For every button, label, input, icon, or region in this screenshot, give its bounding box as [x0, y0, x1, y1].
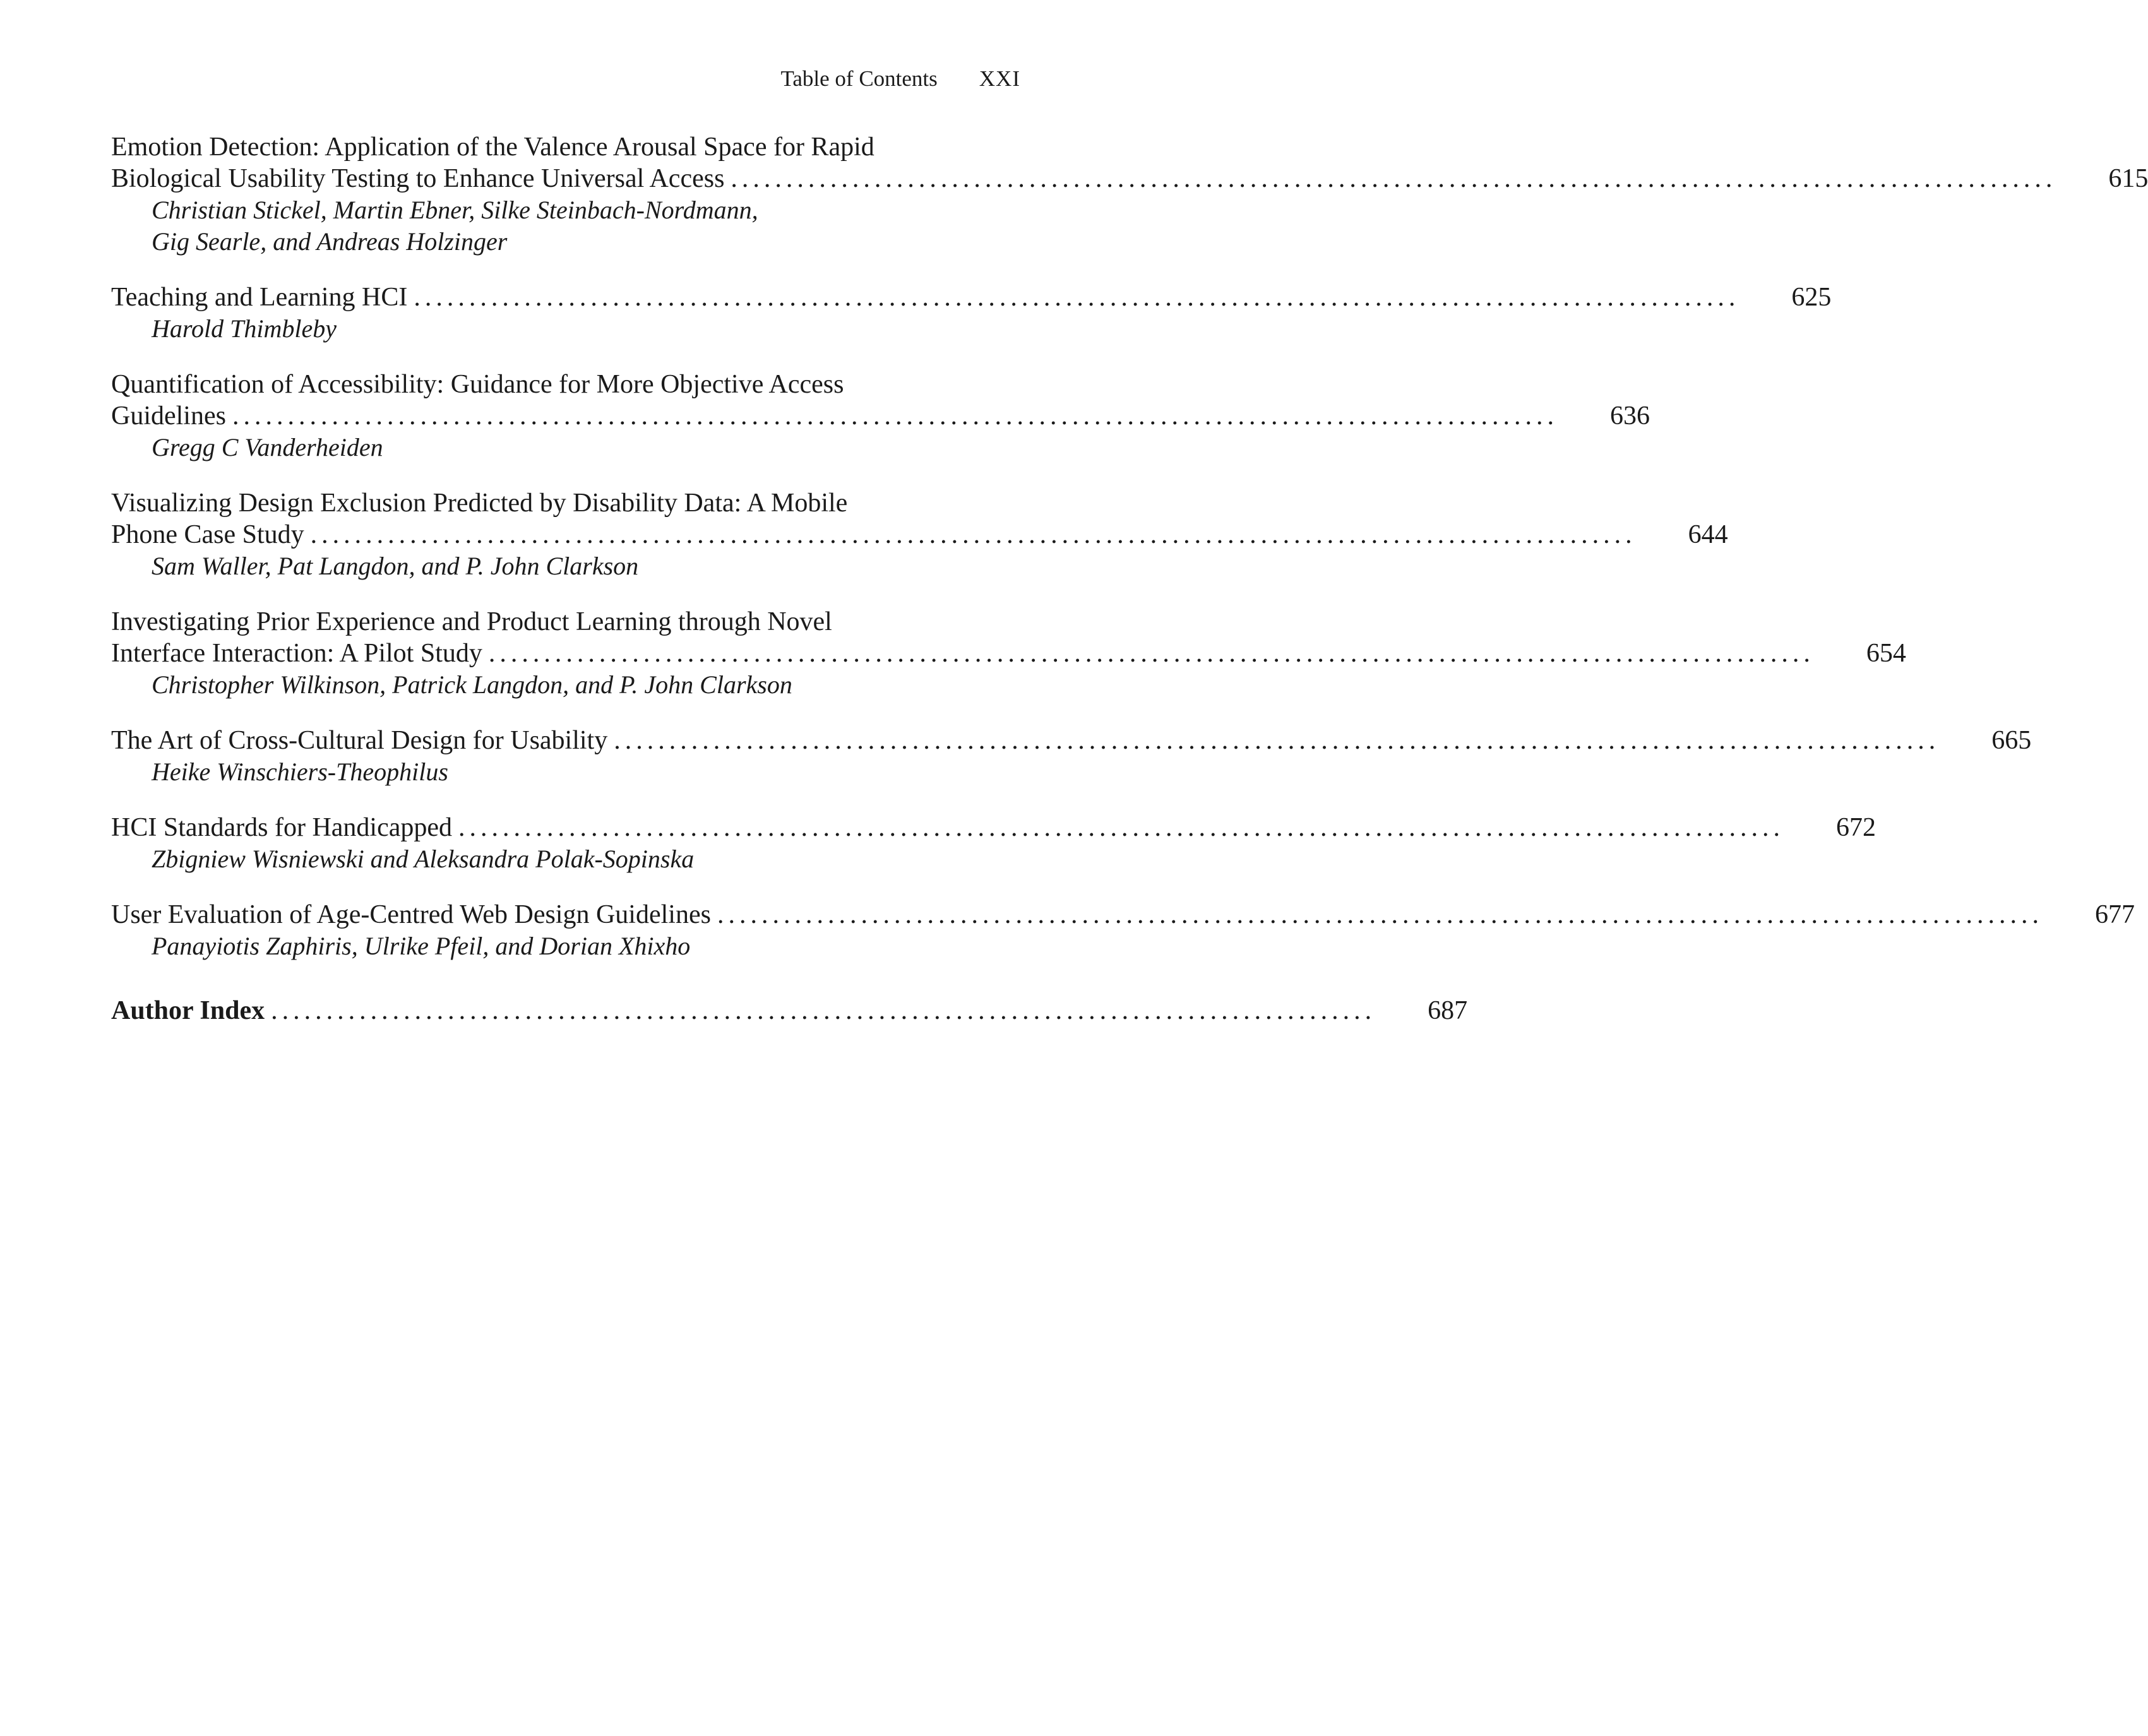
leader-dots: ........................................................................................................................	[488, 639, 1815, 668]
toc-entry[interactable]	[111, 369, 1650, 463]
entry-authors: Christian Stickel, Martin Ebner, Silke Steinbach-Nordmann,	[152, 196, 758, 224]
leader-dots: ........................................................................................................................	[414, 283, 1740, 312]
author-index-label: Author Index	[111, 996, 265, 1025]
entry-title-text: The Art of Cross-Cultural Design for Usability	[111, 726, 608, 755]
entry-title-text: HCI Standards for Handicapped	[111, 813, 453, 842]
entry-authors: Gregg C Vanderheiden	[152, 433, 383, 461]
entry-title-text: Guidelines	[111, 401, 226, 431]
entry-authors: Gig Searle, and Andreas Holzinger	[152, 227, 508, 256]
toc-entry[interactable]	[111, 812, 1877, 875]
entry-authors: Christopher Wilkinson, Patrick Langdon, and P. John Clarkson	[152, 670, 792, 699]
toc-entry[interactable]	[111, 487, 1728, 582]
entry-page-number: 677	[2094, 900, 2135, 929]
leader-dots: ........................................................................................................................	[458, 813, 1785, 842]
toc-entry[interactable]	[111, 606, 1906, 701]
entry-authors: Sam Waller, Pat Langdon, and P. John Clarkson	[152, 552, 639, 580]
entry-title-text: Phone Case Study	[111, 520, 304, 549]
entry-title-text: User Evaluation of Age-Centred Web Design Guidelines	[111, 900, 711, 929]
entry-page-number: 644	[1688, 520, 1728, 549]
leader-dots: ........................................................................................................................	[717, 900, 2043, 929]
entry-page-number: 625	[1791, 283, 1832, 312]
entry-title-text: Teaching and Learning HCI	[111, 283, 408, 312]
entry-authors: Zbigniew Wisniewski and Aleksandra Polak-Sopinska	[152, 845, 695, 873]
entry-title-text: Biological Usability Testing to Enhance Universal Access	[111, 164, 725, 193]
running-title: Table of Contents	[780, 66, 938, 91]
entry-title-line: Emotion Detection: Application of the Valence Arousal Space for Rapid	[111, 133, 874, 162]
entry-title-row	[111, 163, 2148, 194]
page-number: XXI	[979, 66, 1020, 91]
entry-title-line: Visualizing Design Exclusion Predicted by Disability Data: A Mobile	[111, 489, 848, 518]
leader-dots: ....................................................................................................	[271, 996, 1376, 1025]
entry-title-row	[111, 282, 1832, 313]
entry-title-row	[111, 519, 1728, 550]
entry-page-number: 665	[1991, 726, 2032, 755]
entry-title-row	[111, 638, 1906, 669]
entry-title-row	[111, 725, 2032, 756]
entry-title-text: Interface Interaction: A Pilot Study	[111, 639, 482, 668]
page-header	[780, 66, 1020, 98]
entry-page-number: 672	[1836, 813, 1877, 842]
toc-entry[interactable]	[111, 899, 2135, 962]
entry-title-line: Quantification of Accessibility: Guidance for More Objective Access	[111, 370, 844, 399]
table-of-contents	[111, 131, 2148, 1050]
leader-dots: ........................................................................................................................	[232, 401, 1558, 431]
entry-title-row	[111, 400, 1650, 432]
toc-entry[interactable]	[111, 131, 2148, 258]
author-index-entry[interactable]	[111, 995, 1468, 1026]
entry-authors: Panayiotis Zaphiris, Ulrike Pfeil, and Dorian Xhixho	[152, 932, 691, 960]
entry-authors: Harold Thimbleby	[152, 314, 337, 343]
entry-page-number: 636	[1609, 401, 1650, 431]
toc-entry[interactable]	[111, 282, 1832, 345]
entry-title-row	[111, 812, 1877, 843]
leader-dots: ........................................................................................................................	[310, 520, 1637, 549]
entry-page-number: 654	[1866, 639, 1906, 668]
entry-authors: Heike Winschiers-Theophilus	[152, 758, 448, 786]
entry-page-number: 615	[2108, 164, 2148, 193]
author-index-page: 687	[1428, 996, 1468, 1025]
entry-title-row	[111, 899, 2135, 930]
toc-entry[interactable]	[111, 725, 2032, 788]
entry-title-line: Investigating Prior Experience and Product Learning through Novel	[111, 607, 832, 636]
leader-dots: ........................................................................................................................	[731, 164, 2057, 193]
leader-dots: ........................................................................................................................	[614, 726, 1940, 755]
